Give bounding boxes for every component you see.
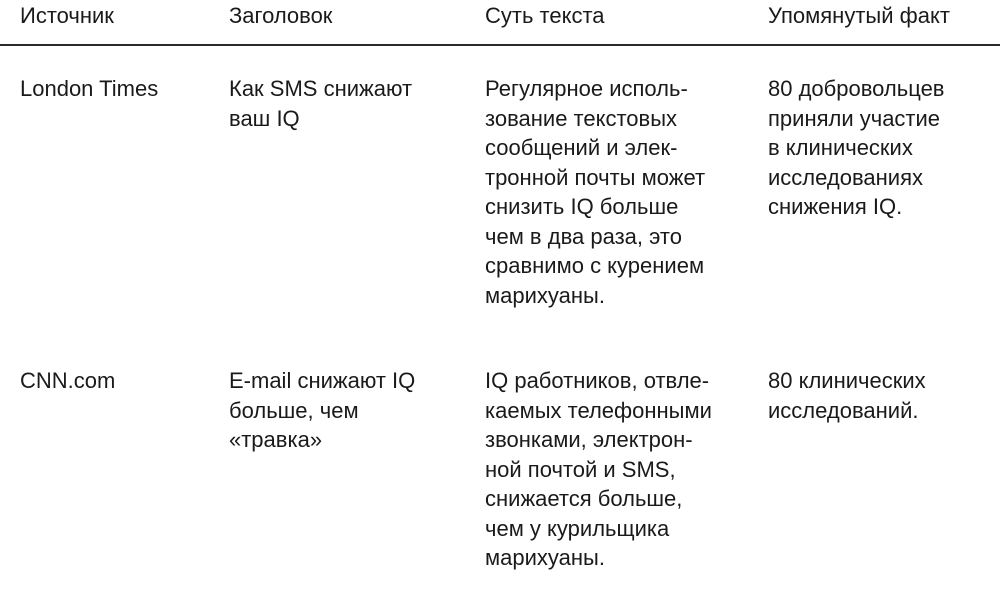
cell-fact: 80 добровольцев приняли участие в клинических исследованиях снижения IQ.: [768, 76, 945, 219]
cell-summary: IQ работников, отвле- каемых телефонными звонками, электрон- ной почтой и SMS, снижается больше, чем у курильщика марихуаны.: [485, 368, 712, 570]
table-header-row: [0, 0, 1000, 48]
cell-fact: 80 клинических исследований.: [768, 368, 926, 423]
header-summary: Суть текста: [485, 3, 605, 28]
header-headline: Заголовок: [229, 3, 333, 28]
cell-summary: Регулярное исполь- зование текстовых сообщений и элек- тронной почты может снизить IQ больше чем в два раза, это сравнимо с курением марихуаны.: [485, 76, 706, 308]
cell-headline: E-mail снижают IQ больше, чем «травка»: [229, 368, 416, 452]
header-fact: Упомянутый факт: [768, 3, 950, 28]
cell-source: London Times: [20, 76, 159, 101]
header-divider: [0, 44, 1000, 46]
header-source: Источник: [20, 3, 114, 28]
cell-source: CNN.com: [20, 368, 116, 393]
cell-headline: Как SMS снижают ваш IQ: [229, 76, 413, 131]
